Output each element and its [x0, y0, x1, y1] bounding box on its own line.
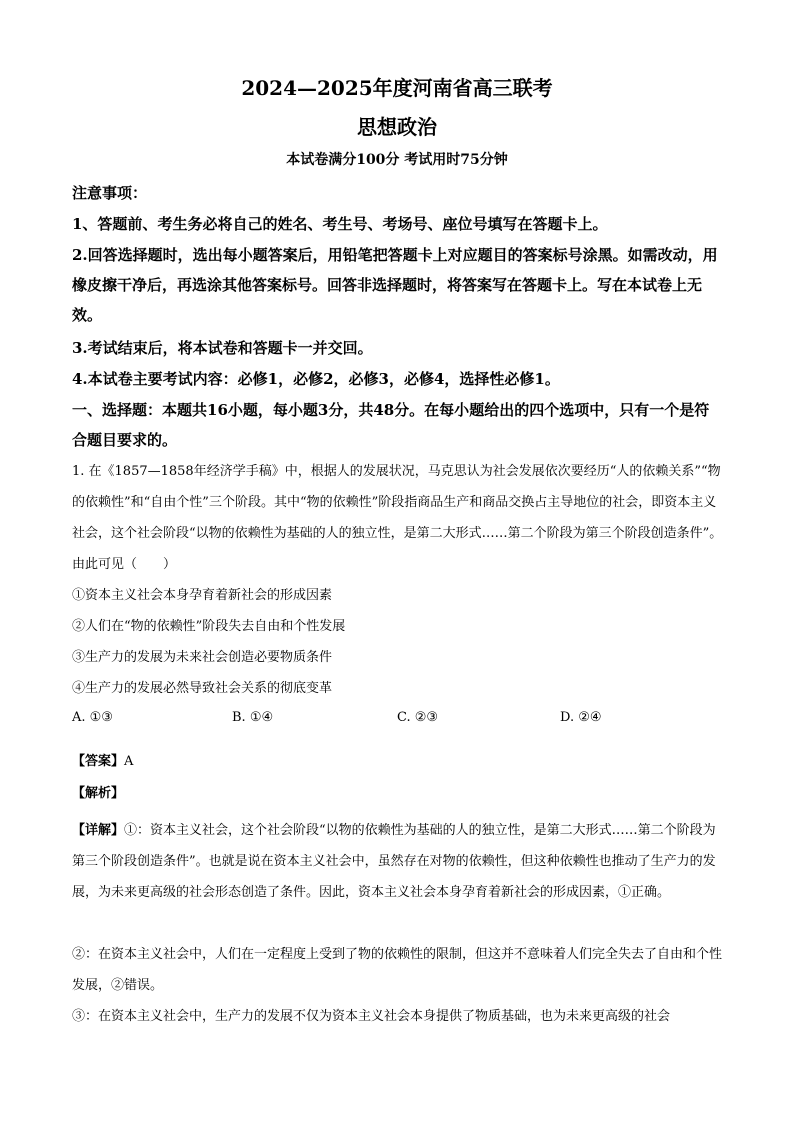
detail-paragraph-3: ③：在资本主义社会中，生产力的发展不仅为资本主义社会本身提供了物质基础，也为未来更高级的社会	[72, 1009, 671, 1024]
detail-tag: 【详解】	[72, 823, 125, 838]
question-1-stem: 1. 在《1857—1858年经济学手稿》中，根据人的发展状况，马克思认为社会发展依次要经历“人的依赖关系”“物的依赖性”和“自由个性”三个阶段。其中“物的依赖性”阶段指商品生产和商品交换占主导地位的社会，即资本主义社会，这个社会阶段“以物的依赖性为基础的人的独立性，是第二大形式……第二个阶段为第三个阶段创造条件”。由此可见（ ）	[72, 464, 723, 572]
choice-b: B. ①④	[232, 710, 274, 725]
analysis-tag-text: 【解析】	[72, 786, 125, 801]
notice-item-2: 2.回答选择题时，选出每小题答案后，用铅笔把答题卡上对应题目的答案标号涂黑。如需改动，用橡皮擦干净后，再选涂其他答案标号。回答非选择题时，将答案写在答题卡上。写在本试卷上无效。	[72, 246, 718, 324]
statement-3: ③生产力的发展为未来社会创造必要物质条件	[72, 650, 333, 665]
statement-1: ①资本主义社会本身孕育着新社会的形成因素	[72, 588, 333, 603]
detail-paragraph-1	[72, 815, 724, 908]
exam-info: 本试卷满分100分 考试用时75分钟	[286, 152, 508, 168]
choice-c: C. ②③	[397, 710, 439, 725]
section-1-heading: 一、选择题：本题共16小题，每小题3分，共48分。在每小题给出的四个选项中，只有一个是符合题目要求的。	[72, 401, 710, 449]
statement-4: ④生产力的发展必然导致社会关系的彻底变革	[72, 681, 333, 696]
answer-line	[72, 751, 133, 773]
answer-tag: 【答案】	[72, 754, 125, 769]
exam-title: 2024—2025年度河南省高三联考	[241, 76, 553, 100]
choice-a: A. ①③	[72, 710, 113, 725]
notice-heading: 注意事项：	[72, 184, 148, 202]
subject-title: 思想政治	[357, 115, 437, 139]
statement-2: ②人们在“物的依赖性”阶段失去自由和个性发展	[72, 619, 346, 634]
analysis-tag	[72, 783, 124, 805]
detail-text-1: ①：资本主义社会，这个社会阶段“以物的依赖性为基础的人的独立性，是第二大形式……第二个阶段为第三个阶段创造条件”。也就是说在资本主义社会中，虽然存在对物的依赖性，但这种依赖性也推动了生产力的发展，为未来更高级的社会形态创造了条件。因此，资本主义社会本身孕育着新社会的形成因素，①正确。	[72, 823, 716, 900]
answer-value: A	[124, 754, 134, 769]
notice-item-1: 1、答题前、考生务必将自己的姓名、考生号、考场号、座位号填写在答题卡上。	[72, 215, 608, 233]
choice-d: D. ②④	[560, 710, 602, 725]
notice-item-4: 4.本试卷主要考试内容：必修1，必修2，必修3，必修4，选择性必修1。	[72, 370, 560, 388]
notice-item-3: 3.考试结束后，将本试卷和答题卡一并交回。	[72, 339, 373, 357]
choice-row	[72, 710, 724, 732]
detail-paragraph-2: ②：在资本主义社会中，人们在一定程度上受到了物的依赖性的限制，但这并不意味着人们完全失去了自由和个性发展，②错误。	[72, 947, 723, 993]
